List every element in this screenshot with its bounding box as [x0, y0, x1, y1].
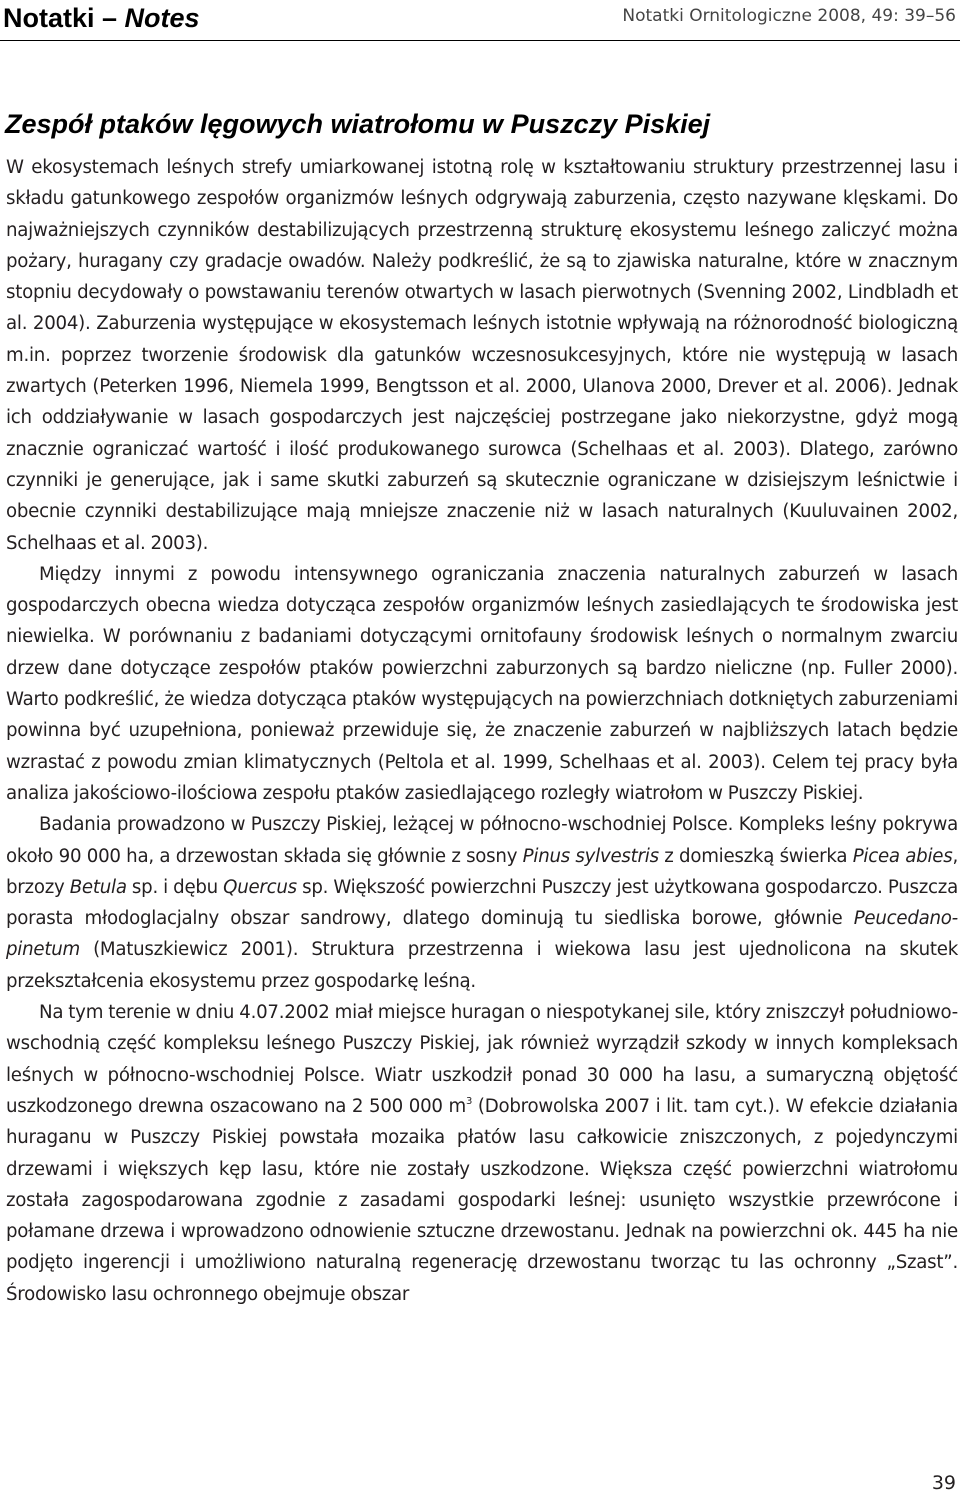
genus-quercus: Quercus	[223, 876, 297, 898]
page-number: 39	[931, 1472, 956, 1494]
paragraph-3-text-d: sp. i dębu	[126, 876, 224, 898]
article-title: Zespół ptaków lęgowych wiatrołomu w Puszczy Piskiej	[5, 109, 711, 139]
paragraph-3	[6, 809, 958, 997]
section-title-pl: Notatki	[3, 3, 95, 33]
genus-betula: Betula	[69, 876, 127, 898]
paragraph-4-text-b: (Dobrowolska 2007 i lit. tam cyt.). W efekcie działania huraganu w Puszczy Piskiej powstała mozaika płatów lasu całkowicie zniszczonych, z pojedynczymi drzewami i większych kęp lasu, które nie zostały uszkodzone. Większa część powierzchni wiatrołomu została zagospodarowana zgodnie z zasadami gospodarki leśnej: usunięto wszystkie przewrócone i połamane drzewa i wprowadzono odnowienie sztuczne drzewostanu. Jednak na powierzchni ok. 445 ha nie podjęto ingerencji i umożliwiono naturalną regenerację drzewostanu tworząc tu las ochronny „Szast”. Środowisko lasu ochronnego obejmuje obszar	[6, 1095, 958, 1305]
section-title	[3, 0, 200, 36]
paragraph-3-text-a: Badania prowadzono w Puszczy Piskiej, leżącej w północno-wschodniej Polsce. Kompleks leśny pokrywa około 90 000 ha, a drzewostan składa się głównie z sosny	[6, 814, 958, 867]
section-title-dash: –	[94, 3, 125, 33]
paragraph-3-text-e: sp. Większość powierzchni Puszczy jest użytkowana gospodarczo. Puszcza porasta młodoglacjalny obszar sandrowy, dlatego dominują tu siedliska borowe, głównie	[6, 876, 958, 930]
paragraph-4	[6, 997, 958, 1310]
section-title-en: Notes	[124, 3, 200, 33]
article-body	[6, 152, 958, 1310]
species-pinus-sylvestris: Pinus sylvestris	[522, 845, 659, 867]
species-picea-abies: Picea abies	[852, 845, 953, 867]
paragraph-3-text-f: (Matuszkiewicz 2001). Struktura przestrzenna i wiekowa lasu jest ujednolicona na skutek przekształcenia ekosystemu przez gospodarkę leśną.	[6, 939, 958, 992]
superscript-cubic: 3	[465, 1095, 473, 1107]
running-header	[0, 0, 960, 41]
paragraph-4-text-a: Na tym terenie w dniu 4.07.2002 miał miejsce huragan o niespotykanej sile, który zniszczył południowo-wschodnią część kompleksu leśnego Puszczy Piskiej, jak również wyrządził szkody w innych kompleksach leśnych w północno-wschodniej Polsce. Wiatr uszkodził ponad 30 000 ha lasu, a sumaryczną objętość uszkodzonego drewna oszacowano na 2 500 000 m	[6, 1002, 958, 1117]
journal-citation: Notatki Ornitologiczne 2008, 49: 39–56	[622, 6, 956, 26]
paragraph-3-text-b: z domieszką świerka	[658, 845, 853, 867]
paragraph-3-text-c: , brzozy	[6, 845, 958, 898]
habitat-peucedano-pinetum: Peucedano-pinetum	[6, 908, 958, 961]
paragraph-2: Między innymi z powodu intensywnego ograniczania znaczenia naturalnych zaburzeń w lasach gospodarczych obecna wiedza dotycząca zespołów organizmów leśnych zasiedlających te środowiska jest niewielka. W porównaniu z badaniami dotyczącymi ornitofauny środowisk leśnych o normalnym zwarciu drzew dane dotyczące zespołów ptaków powierzchni zaburzonych są bardzo nieliczne (np. Fuller 2000). Warto podkreślić, że wiedza dotycząca ptaków występujących na powierzchniach dotkniętych zaburzeniami powinna być uzupełniona, ponieważ przewiduje się, że znaczenie zaburzeń w najbliższych latach będzie wzrastać z powodu zmian klimatycznych (Peltola et al. 1999, Schelhaas et al. 2003). Celem tej pracy była analiza jakościowo-ilościowa zespołu ptaków zasiedlającego rozległy wiatrołom w Puszczy Piskiej.	[6, 563, 958, 804]
paragraph-1: W ekosystemach leśnych strefy umiarkowanej istotną rolę w kształtowaniu struktury przestrzennej lasu i składu gatunkowego zespołów organizmów leśnych odgrywają zaburzenia, często nazywane klęskami. Do najważniejszych czynników destabilizujących przestrzenną strukturę ekosystemu leśnego zaliczyć można pożary, huragany czy gradacje owadów. Należy podkreślić, że są to zjawiska naturalne, które w znacznym stopniu decydowały o powstawaniu terenów otwartych w lasach pierwotnych (Svenning 2002, Lindbladh et al. 2004). Zaburzenia występujące w ekosystemach leśnych istotnie wpływają na różnorodność biologiczną m.in. poprzez tworzenie środowisk dla gatunków wczesnosukcesyjnych, które nie występują w lasach zwartych (Peterken 1996, Niemela 1999, Bengtsson et al. 2000, Ulanova 2000, Drever et al. 2006). Jednak ich oddziaływanie w lasach gospodarczych jest najczęściej postrzegane jako niekorzystne, gdyż mogą znacznie ograniczać wartość i ilość produkowanego surowca (Schelhaas et al. 2003). Dlatego, zarówno czynniki je generujące, jak i same skutki zaburzeń są skutecznie ograniczane w dzisiejszym leśnictwie i obecnie czynniki destabilizujące mają mniejsze znaczenie niż w lasach naturalnych (Kuuluvainen 2002, Schelhaas et al. 2003).	[6, 157, 958, 554]
